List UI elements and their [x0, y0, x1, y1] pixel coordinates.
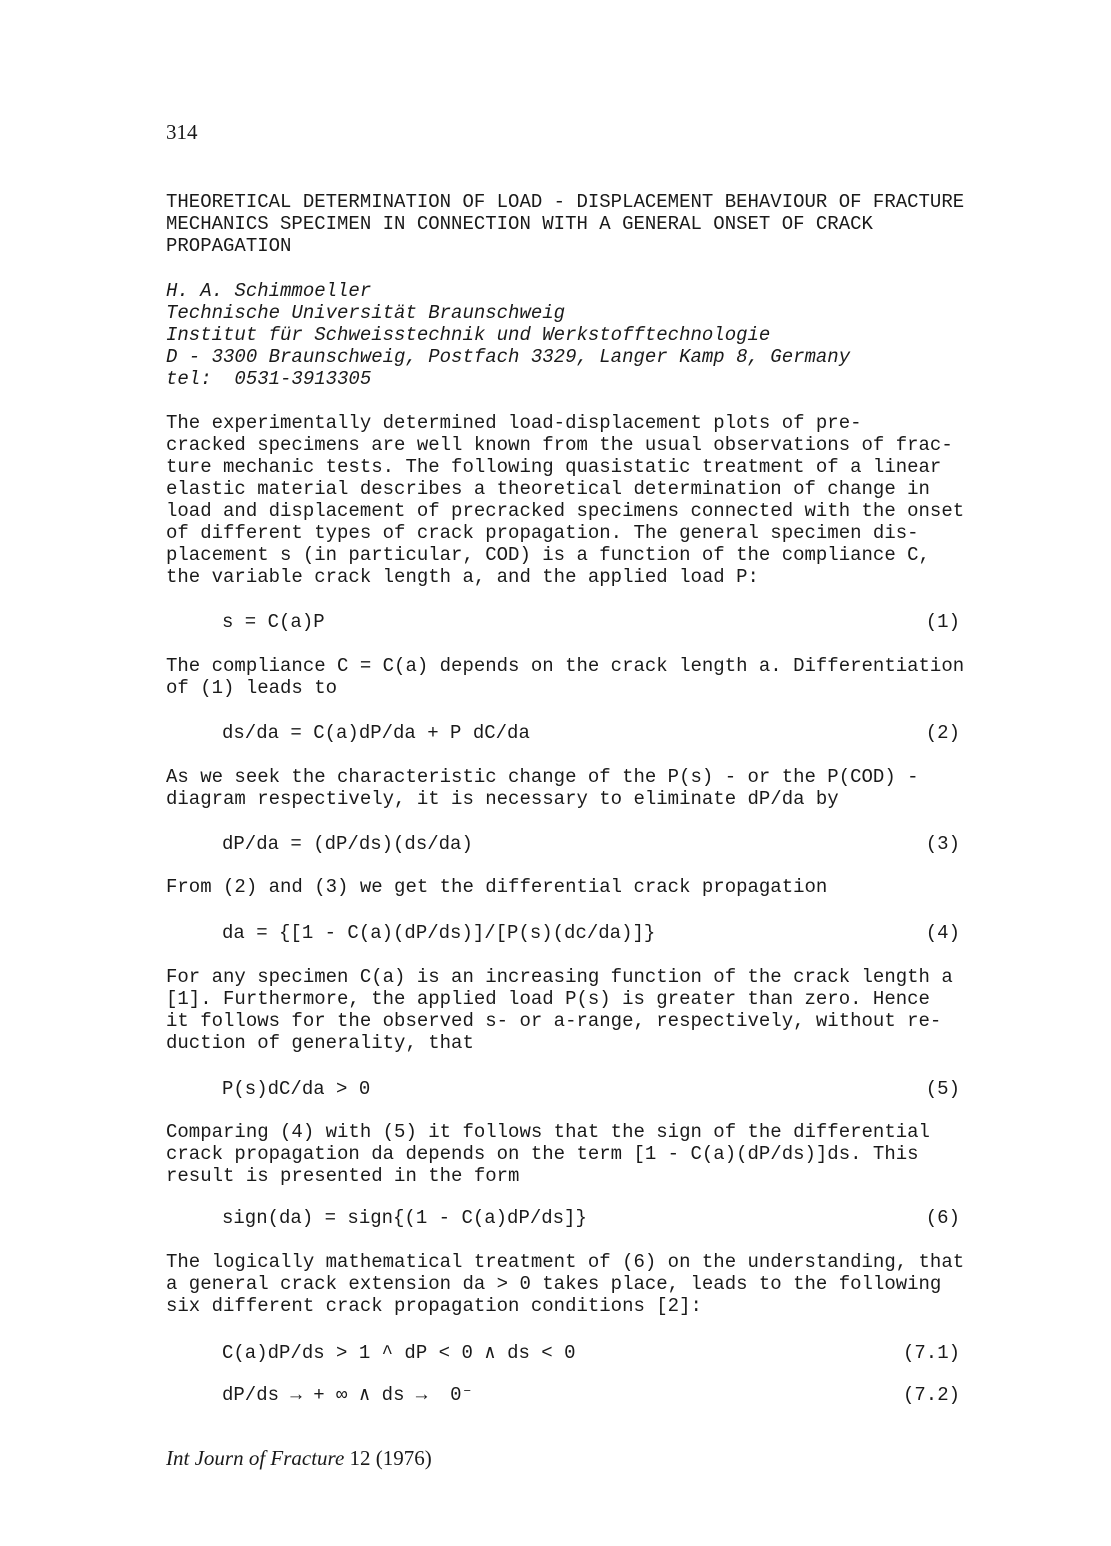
equation-number: (2): [925, 722, 960, 744]
equation-2: [222, 721, 960, 745]
equation-7-1: [222, 1341, 960, 1365]
paragraph-specimen: For any specimen C(a) is an increasing function of the crack length a [1]. Furthermore, the applied load P(s) is greater than zero. Hence it follows for the observed s- or a-range, respectively, without re- duction of generality, that: [166, 966, 953, 1054]
author-address: D - 3300 Braunschweig, Postfach 3329, Langer Kamp 8, Germany: [166, 346, 851, 368]
equation-expression: s = C(a)P: [222, 611, 325, 633]
paragraph-from: From (2) and (3) we get the differential crack propagation: [166, 876, 828, 898]
equation-expression: C(a)dP/ds > 1 ^ dP < 0 ∧ ds < 0: [222, 1342, 576, 1364]
paragraph-logically: The logically mathematical treatment of (6) on the understanding, that a general crack extension da > 0 takes place, leads to the following six different crack propagation conditions [2]:: [166, 1251, 965, 1317]
equation-expression: da = {[1 - C(a)(dP/ds)]/[P(s)(dc/da)]}: [222, 922, 656, 944]
author-name: H. A. Schimmoeller: [166, 280, 372, 302]
equation-expression: P(s)dC/da > 0: [222, 1078, 371, 1100]
author-university: Technische Universität Braunschweig: [166, 302, 566, 324]
equation-number: (7.2): [902, 1384, 960, 1406]
equation-expression: dP/ds → + ∞ ∧ ds → 0⁻: [222, 1384, 473, 1406]
paragraph-seek: As we seek the characteristic change of the P(s) - or the P(COD) - diagram respectively, it is necessary to eliminate dP/da by: [166, 766, 919, 810]
equation-number: (7.1): [902, 1342, 960, 1364]
equation-number: (4): [925, 922, 960, 944]
equation-1: [222, 610, 960, 634]
equation-3: [222, 832, 960, 856]
equation-4: [222, 921, 960, 945]
paper-title: THEORETICAL DETERMINATION OF LOAD - DISPLACEMENT BEHAVIOUR OF FRACTURE MECHANICS SPECIMEN IN CONNECTION WITH A GENERAL ONSET OF CRACK PROPAGATION: [166, 191, 965, 257]
footer-citation: [166, 1446, 432, 1471]
equation-number: (1): [925, 611, 960, 633]
paragraph-intro: The experimentally determined load-displacement plots of pre- cracked specimens are well known from the usual observations of frac- ture mechanic tests. The following quasistatic treatment of a linear elastic material describes a theoretical determination of change in load and displacement of precracked specimens connected with the onset of different types of crack propagation. The general specimen dis- placement s (in particular, COD) is a function of the compliance C, the variable crack length a, and the applied load P:: [166, 412, 965, 588]
author-phone: tel: 0531-3913305: [166, 368, 372, 390]
page-number: 314: [166, 120, 198, 144]
author-institute: Institut für Schweisstechnik und Werkstofftechnologie: [166, 324, 771, 346]
equation-number: (3): [925, 833, 960, 855]
paragraph-compliance: The compliance C = C(a) depends on the crack length a. Differentiation of (1) leads to: [166, 655, 965, 699]
paragraph-comparing: Comparing (4) with (5) it follows that the sign of the differential crack propagation da depends on the term [1 - C(a)(dP/ds)]ds. This result is presented in the form: [166, 1121, 930, 1187]
equation-expression: ds/da = C(a)dP/da + P dC/da: [222, 722, 530, 744]
equation-5: [222, 1077, 960, 1101]
equation-6: [222, 1206, 960, 1230]
equation-number: (6): [925, 1207, 960, 1229]
author-block: [166, 280, 850, 390]
journal-name: Int Journ of Fracture: [166, 1446, 345, 1470]
equation-number: (5): [925, 1078, 960, 1100]
equation-expression: sign(da) = sign{(1 - C(a)dP/ds]}: [222, 1207, 587, 1229]
equation-7-2: [222, 1383, 960, 1407]
equation-expression: dP/da = (dP/ds)(ds/da): [222, 833, 473, 855]
journal-volume: 12 (1976): [344, 1446, 432, 1470]
